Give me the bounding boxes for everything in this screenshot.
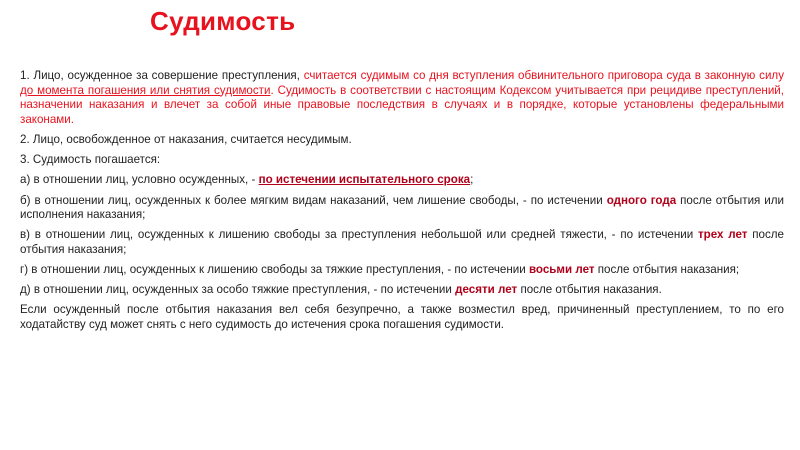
item-v-term: трех лет bbox=[697, 228, 748, 242]
item-d-end: после отбытия наказания. bbox=[517, 283, 662, 297]
item-d bbox=[20, 283, 784, 298]
p1-text-b: считается судимым со дня вступления обвинительного приговора суда в законную силу bbox=[303, 69, 784, 82]
item-g-end: после отбытия наказания; bbox=[594, 263, 740, 277]
p1-text-d: . Судимость в соответствии с настоящим Кодексом учитывается при рецидиве преступлений, назначении наказания и влечет за собой иные правовые последствия в случаях и в порядке, которые установлены федеральными законами. bbox=[20, 83, 784, 126]
slide-title: Судимость bbox=[150, 6, 296, 36]
item-a bbox=[20, 173, 784, 188]
item-v-text: в) в отношении лиц, осужденных к лишению свободы за преступления небольшой или средней тяжести, - по истечении bbox=[20, 228, 698, 242]
item-g-text: г) в отношении лиц, осужденных к лишению свободы за тяжкие преступления, - по истечении bbox=[20, 263, 529, 277]
p1-underlined: до момента погашения или снятия судимости bbox=[20, 83, 271, 97]
item-a-end: ; bbox=[470, 173, 474, 187]
slide-content bbox=[20, 69, 784, 338]
item-g-term: восьми лет bbox=[528, 263, 595, 277]
paragraph-3: 3. Судимость погашается: bbox=[20, 153, 161, 167]
item-b-end: после отбытия или исполнения наказания; bbox=[20, 193, 784, 222]
item-b-term: одного года bbox=[606, 193, 677, 207]
item-b bbox=[20, 194, 784, 223]
item-d-text: д) в отношении лиц, осужденных за особо тяжкие преступления, - по истечении bbox=[20, 283, 456, 297]
item-a-term: по истечении испытательного срока bbox=[258, 173, 471, 187]
item-a-text: а) в отношении лиц, условно осужденных, - bbox=[20, 173, 259, 187]
item-v bbox=[20, 228, 784, 257]
p1-text-a: 1. Лицо, осужденное за совершение преступления, bbox=[20, 69, 304, 82]
item-b-text: б) в отношении лиц, осужденных к более мягким видам наказаний, чем лишение свободы, - по истечении bbox=[20, 193, 607, 207]
paragraph-4: Если осужденный после отбытия наказания вел себя безупречно, а также возместил вред, причиненный преступлением, то по его ходатайству суд может снять с него судимость до истечения срока погашения судимости. bbox=[20, 303, 784, 332]
paragraph-2: 2. Лицо, освобожденное от наказания, считается несудимым. bbox=[20, 132, 352, 146]
item-g bbox=[20, 263, 784, 278]
item-d-term: десяти лет bbox=[455, 283, 518, 297]
item-v-end: после отбытия наказания; bbox=[20, 228, 784, 256]
paragraph-1 bbox=[20, 69, 784, 127]
